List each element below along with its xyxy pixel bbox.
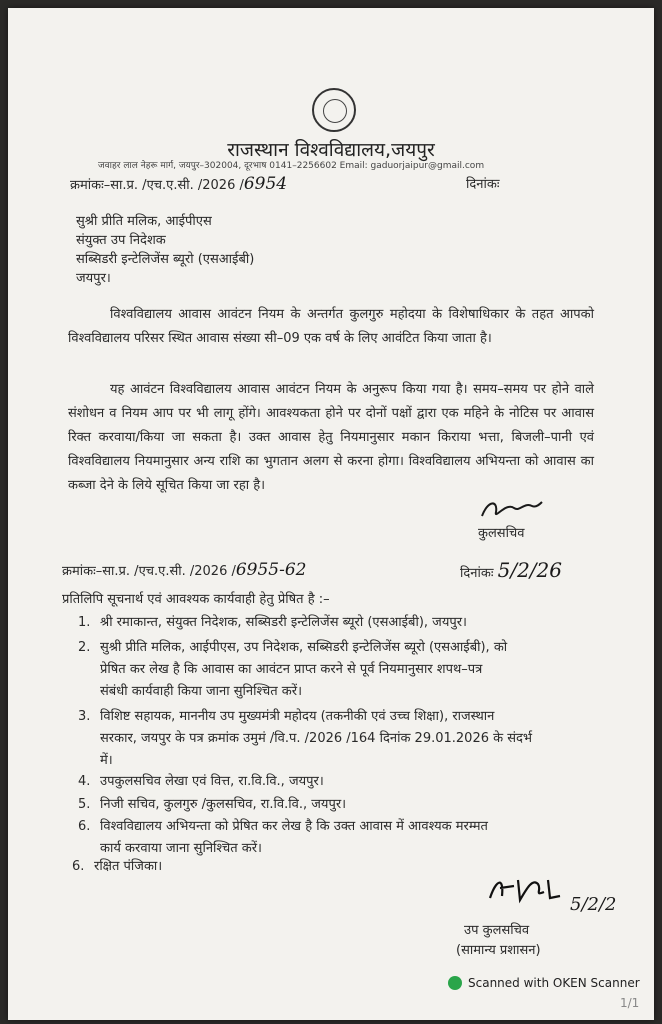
copy-heading: प्रतिलिपि सूचनार्थ एवं आवश्यक कार्यवाही हेतु प्रेषित है :– (62, 592, 330, 607)
addressee-line-1: सुश्री प्रीति मलिक, आईपीएस (76, 214, 212, 229)
letter-page (8, 8, 654, 1020)
list-item-number: 1. (78, 615, 91, 630)
reference-label: क्रमांकः–सा.प्र. /एच.ए.सी. /2026 / (62, 564, 236, 579)
date-label-2: दिनांकः (460, 566, 494, 581)
university-name: राजस्थान विश्वविद्यालय,जयपुर (227, 139, 435, 161)
list-item (78, 612, 598, 634)
reference-label: क्रमांकः–सा.प्र. /एच.ए.सी. /2026 / (70, 178, 244, 193)
list-item-text: विशिष्ट सहायक, माननीय उप मुख्यमंत्री महोदय (तकनीकी एवं उच्च शिक्षा), राजस्थान (100, 709, 495, 724)
list-item-text: सरकार, जयपुर के पत्र क्रमांक उमुमं /वि.प. /2026 /164 दिनांक 29.01.2026 के संदर्भ (100, 731, 533, 746)
reference-number-handwritten: 6955-62 (235, 560, 307, 580)
addressee-line-4: जयपुर। (76, 271, 111, 286)
page-number: 1/1 (620, 996, 640, 1010)
list-item-text: में। (100, 753, 113, 768)
registrar-signature (476, 494, 546, 526)
reference-number-handwritten: 6954 (243, 174, 288, 194)
list-item-number: 3. (78, 709, 91, 724)
list-item-text: निजी सचिव, कुलगुरु /कुलसचिव, रा.वि.वि., जयपुर। (100, 797, 347, 812)
list-item (78, 771, 598, 793)
list-item-text: श्री रमाकान्त, संयुक्त निदेशक, सब्सिडरी इन्टेलिजेंस ब्यूरो (एसआईबी), जयपुर। (100, 615, 467, 630)
reference-line-1 (70, 176, 287, 194)
body-paragraph-1: विश्वविद्यालय आवास आवंटन नियम के अन्तर्गत कुलगुरु महोदया के विशेषाधिकार के तहत आपको विश्वविद्यालय परिसर स्थित आवास संख्या सी–09 एक वर्ष के लिए आवंटित किया जाता है। (68, 307, 594, 346)
list-item (78, 706, 598, 772)
registrar-title: कुलसचिव (478, 526, 525, 541)
list-item-number: 4. (78, 774, 91, 789)
list-item-text: सुश्री प्रीति मलिक, आईपीएस, उप निदेशक, सब्सिडरी इन्टेलिजेंस ब्यूरो (एसआईबी), को (100, 640, 508, 655)
date-line-2 (460, 558, 562, 582)
list-item (78, 637, 598, 703)
list-item-text: प्रेषित कर लेख है कि आवास का आवंटन प्राप्त करने से पूर्व नियमानुसार शपथ–पत्र (100, 662, 483, 677)
list-item-text: संबंधी कार्यवाही किया जाना सुनिश्चित करें। (100, 684, 302, 699)
list-item-number: 2. (78, 640, 91, 655)
list-item-text: रक्षित पंजिका। (94, 859, 163, 874)
list-item-number: 5. (78, 797, 91, 812)
deputy-registrar-signature (486, 870, 576, 910)
addressee-line-2: संयुक्त उप निदेशक (76, 233, 166, 248)
deputy-registrar-subtitle: (सामान्य प्रशासन) (456, 943, 541, 958)
reference-line-2 (62, 562, 307, 580)
list-item (78, 816, 598, 860)
list-item (78, 794, 598, 816)
addressee-line-3: सब्सिडरी इन्टेलिजेंस ब्यूरो (एसआईबी) (76, 252, 255, 267)
list-item-text: विश्वविद्यालय अभियन्ता को प्रेषित कर लेख है कि उक्त आवास में आवश्यक मरम्मत (100, 819, 488, 834)
deputy-registrar-title: उप कुलसचिव (464, 923, 530, 938)
list-item-text: कार्य करवाया जाना सुनिश्चित करें। (100, 841, 262, 856)
scanner-watermark (448, 976, 640, 990)
list-item-number: 6. (78, 819, 91, 834)
date-label-1: दिनांकः (466, 177, 500, 192)
list-item-number: 6. (72, 859, 85, 874)
scanner-logo-icon (448, 976, 462, 990)
scanner-text: Scanned with OKEN Scanner (468, 976, 640, 990)
list-item-text: उपकुलसचिव लेखा एवं वित्त, रा.वि.वि., जयपुर। (100, 774, 324, 789)
university-seal-logo (312, 88, 356, 132)
deputy-registrar-date-handwritten: 5/2/2 (570, 894, 617, 915)
date-handwritten: 5/2/26 (497, 558, 562, 582)
letterhead-address: जवाहर लाल नेहरू मार्ग, जयपुर–302004, दूरभाष 0141–2256602 Email: gaduorjaipur@gmail.com (98, 161, 485, 171)
body-paragraph-2: यह आवंटन विश्वविद्यालय आवास आवंटन नियम के अनुरूप किया गया है। समय–समय पर होने वाले संशोधन व नियम आप पर भी लागू होंगे। आवश्यकता होने पर दोनों पक्षों द्वारा एक महिने के नोटिस पर आवास रिक्त करवाया/किया जा सकता है। उक्त आवास हेतु नियमानुसार मकान किराया भत्ता, बिजली–पानी एवं विश्वविद्यालय नियमानुसार अन्य राशि का भुगतान अलग से करना होगा। विश्वविद्यालय अभियन्ता को आवास का कब्जा देने के लिये सूचित किया जा रहा है। (68, 382, 594, 493)
